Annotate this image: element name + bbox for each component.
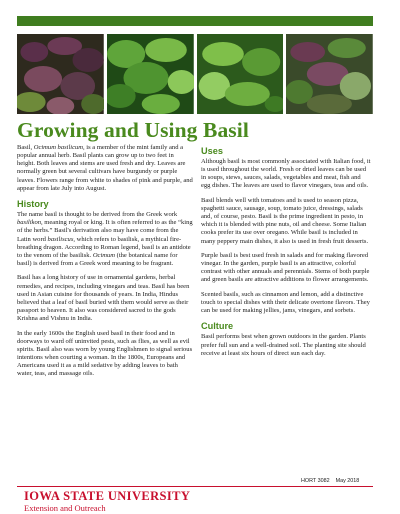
isu-logo — [24, 490, 190, 513]
basil-garden-photo — [286, 34, 373, 114]
publication-code — [301, 478, 359, 484]
publication-number: HORT 3082 — [301, 478, 330, 484]
history-paragraph-2: Basil has a long history of use in ornamental gardens, herbal remedies, and recipes, including vinegars and teas. Basil has been used in Asian cuisine for thousands of years. In India, Hindus believed that a leaf of basil buried with them would serve as their passport to heaven. It also was considered sacred to the gods Krishna and Vishnu in India. — [17, 274, 190, 323]
culture-paragraph-1: Basil performs best when grown outdoors in the garden. Plants prefer full sun and a well-drained soil. The planting site should receive at least six hours of direct sun each day. — [201, 333, 366, 357]
uses-paragraph-3: Purple basil is best used fresh in salads and for making flavored vinegar. In the garden, purple basil is an attractive, colorful contrast with other annuals and perennials. Stems of both purple and green basils are attractive additions to flower arrangements. — [201, 251, 370, 284]
page-title: Growing and Using Basil — [17, 118, 249, 142]
logo-university-name: IOWA STATE UNIVERSITY — [24, 489, 191, 503]
right-column — [201, 146, 371, 364]
uses-paragraph-2: Basil blends well with tomatoes and is used to season pizza, spaghetti sauce, sausage, soup, tomato juice, dressings, salads and, of course, pesto. Basil is the prime ingredient in pesto, in which it is blended with pine nuts, oil and cheese. Some Italian cooks prefer its use over oregano. While basil is included in many peppery main dishes, it also is used in fresh fruit desserts. — [201, 196, 369, 245]
left-column — [17, 144, 193, 385]
green-basil-photo — [107, 34, 194, 114]
history-paragraph-1: The name basil is thought to be derived from the Greek work basilikon, meaning royal or king. It is often referred to as the “king of the herbs.” Basil's derivation also may have come from the Latin word basiliscus, which refers to basilisk, a mythical fire-breathing dragon. According to Roman legend, basil is an antidote to the venom of the basilisk. Ocimum (the botanical name for basil) is derived from a Greek word meaning to be fragrant. — [17, 211, 193, 268]
logo-extension-name: Extension and Outreach — [24, 503, 106, 513]
header-color-bar — [17, 16, 373, 26]
purple-basil-photo — [17, 34, 104, 114]
basil-leaves-photo — [197, 34, 284, 114]
history-heading: History — [17, 199, 49, 210]
footer-divider — [17, 486, 373, 487]
uses-heading: Uses — [201, 146, 223, 156]
photo-strip — [17, 34, 373, 114]
uses-paragraph-1: Although basil is most commonly associated with Italian food, it is used throughout the world. Fresh or dried leaves can be used in soups, stews, sauces, salads, vegetables and meat, fish and egg dishes. The leaves are used to flavor vinegars, teas and oils. — [201, 158, 371, 190]
culture-heading: Culture — [201, 321, 234, 332]
uses-paragraph-4: Scented basils, such as cinnamon and lemon, add a distinctive touch to special dishes with their delicate overtone flavors. They can be used for making jellies, jams, vinegars, and sorbets. — [201, 290, 370, 315]
publication-date: May 2018 — [335, 478, 360, 484]
history-paragraph-3: In the early 1600s the English used basil in their food and in doorways to ward off uninvited pests, such as flies, as well as evil spirits. Basil also was worn by young Englishmen to signal serious intentions when courting a woman. In the 1800s, Europeans and Americans used it as a mild sedative by adding leaves to bath water, teas, and massage oils. — [17, 329, 193, 378]
intro-paragraph: Basil, Ocimum basilicum, is a member of the mint family and a popular annual herb. Basil plants can grow up to two feet in height. Both leaves and stems are used fresh and dry. Leaves are normally green but several cultivars have burgundy or purple leaves. Flowers range from white to shades of pink and purple, and appear from late July into August. — [17, 144, 193, 192]
